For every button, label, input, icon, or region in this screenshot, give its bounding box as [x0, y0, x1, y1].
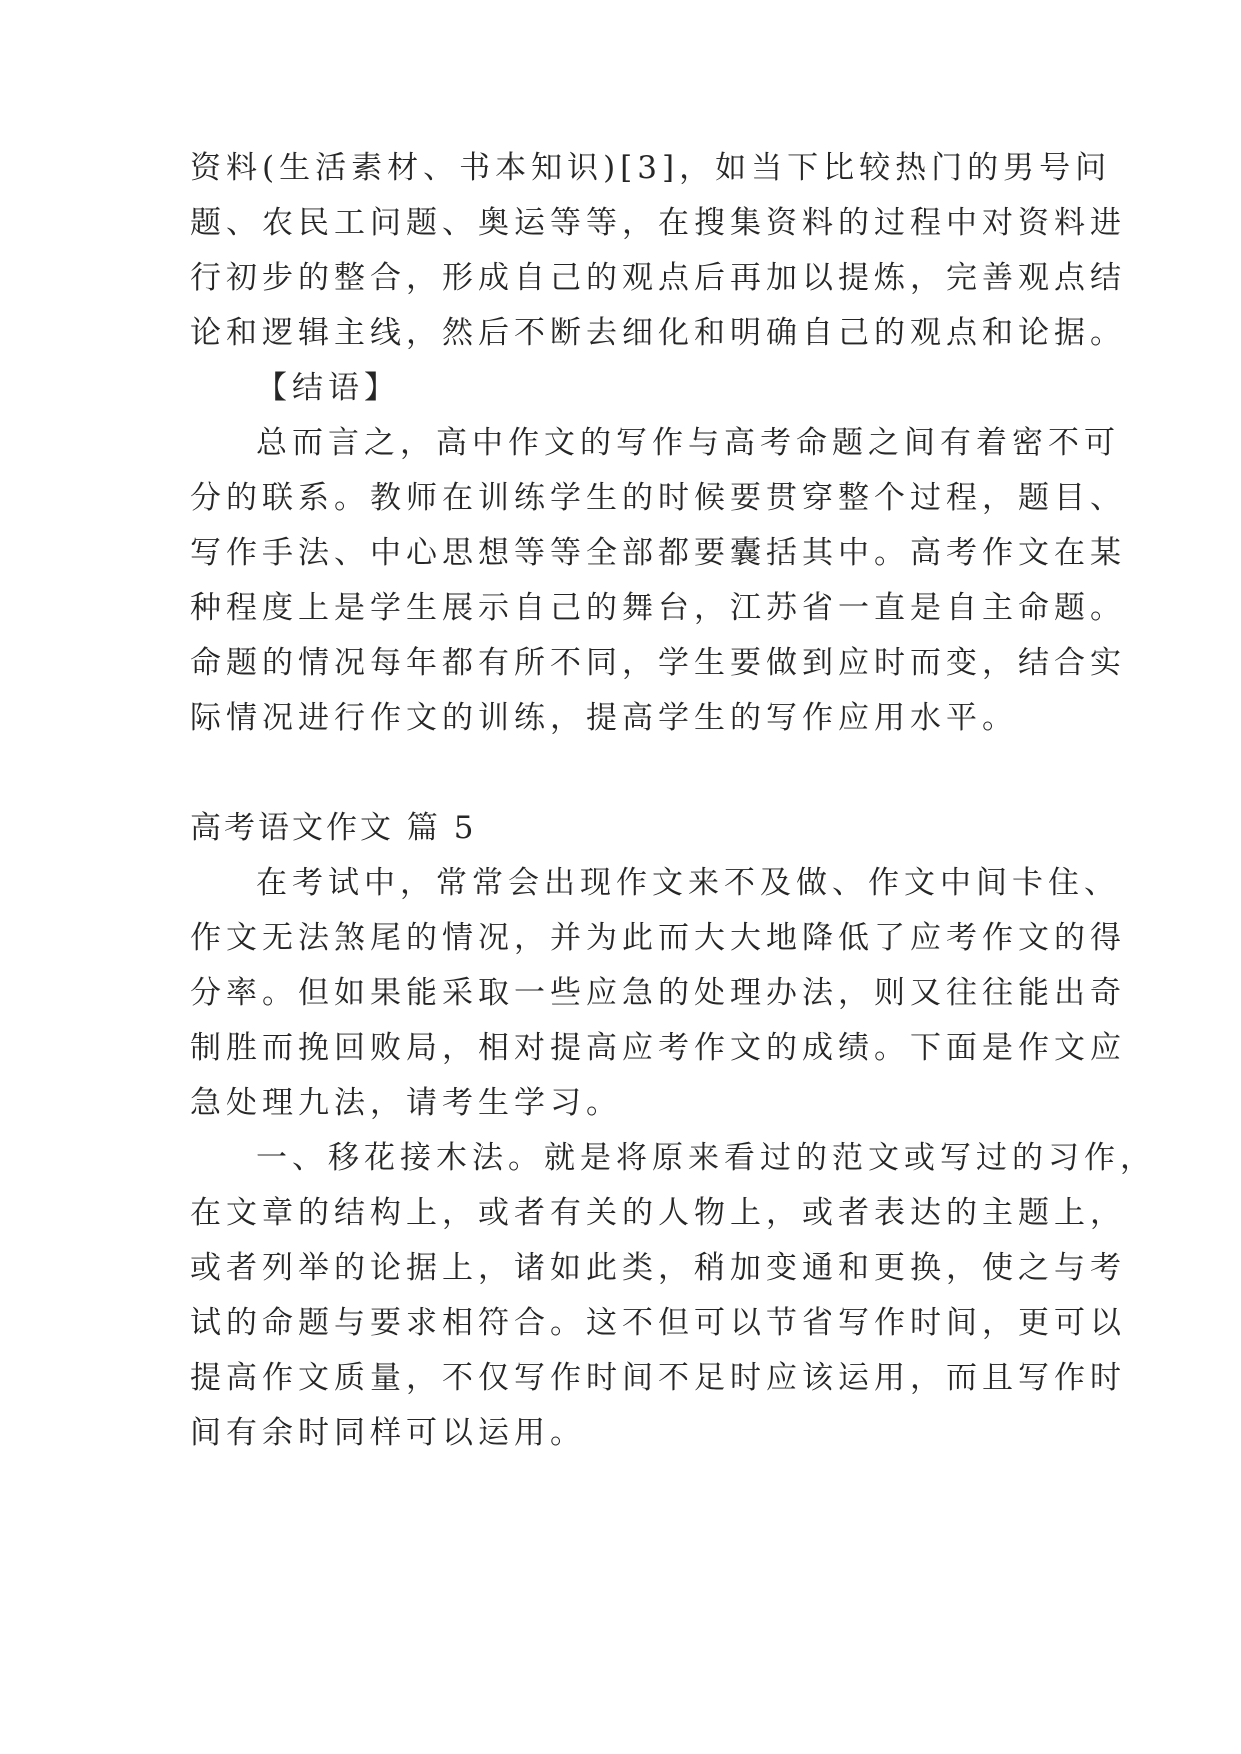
paragraph-line: 制胜而挽回败局，相对提高应考作文的成绩。下面是作文应 — [190, 1030, 1126, 1066]
paragraph-line: 提高作文质量，不仅写作时间不足时应该运用，而且写作时 — [190, 1360, 1126, 1396]
paragraph-line: 或者列举的论据上，诸如此类，稍加变通和更换，使之与考 — [190, 1250, 1126, 1286]
paragraph-line: 行初步的整合，形成自己的观点后再加以提炼，完善观点结 — [190, 260, 1126, 296]
paragraph-line: 论和逻辑主线，然后不断去细化和明确自己的观点和论据。 — [190, 315, 1126, 351]
paragraph-line: 在考试中，常常会出现作文来不及做、作文中间卡住、 — [256, 865, 1120, 901]
paragraph-line: 总而言之，高中作文的写作与高考命题之间有着密不可 — [256, 425, 1120, 461]
conclusion-heading: 【结语】 — [256, 370, 400, 406]
paragraph-line: 种程度上是学生展示自己的舞台，江苏省一直是自主命题。 — [190, 590, 1126, 626]
paragraph-line: 题、农民工问题、奥运等等，在搜集资料的过程中对资料进 — [190, 205, 1126, 241]
paragraph-line: 试的命题与要求相符合。这不但可以节省写作时间，更可以 — [190, 1305, 1126, 1341]
paragraph-line: 际情况进行作文的训练，提高学生的写作应用水平。 — [190, 700, 1018, 736]
paragraph-line: 分的联系。教师在训练学生的时候要贯穿整个过程，题目、 — [190, 480, 1126, 516]
paragraph-line: 一、移花接木法。就是将原来看过的范文或写过的习作， — [256, 1140, 1156, 1176]
paragraph-line: 作文无法煞尾的情况，并为此而大大地降低了应考作文的得 — [190, 920, 1126, 956]
paragraph-line: 分率。但如果能采取一些应急的处理办法，则又往往能出奇 — [190, 975, 1126, 1011]
paragraph-line: 在文章的结构上，或者有关的人物上，或者表达的主题上， — [190, 1195, 1126, 1231]
paragraph-line: 间有余时同样可以运用。 — [190, 1415, 586, 1451]
section-title: 高考语文作文 篇 5 — [190, 810, 477, 846]
paragraph-line: 急处理九法，请考生学习。 — [190, 1085, 622, 1121]
paragraph-line: 资料(生活素材、书本知识)[3]，如当下比较热门的男号问 — [190, 150, 1112, 186]
paragraph-line: 写作手法、中心思想等等全部都要囊括其中。高考作文在某 — [190, 535, 1126, 571]
paragraph-line: 命题的情况每年都有所不同，学生要做到应时而变，结合实 — [190, 645, 1126, 681]
